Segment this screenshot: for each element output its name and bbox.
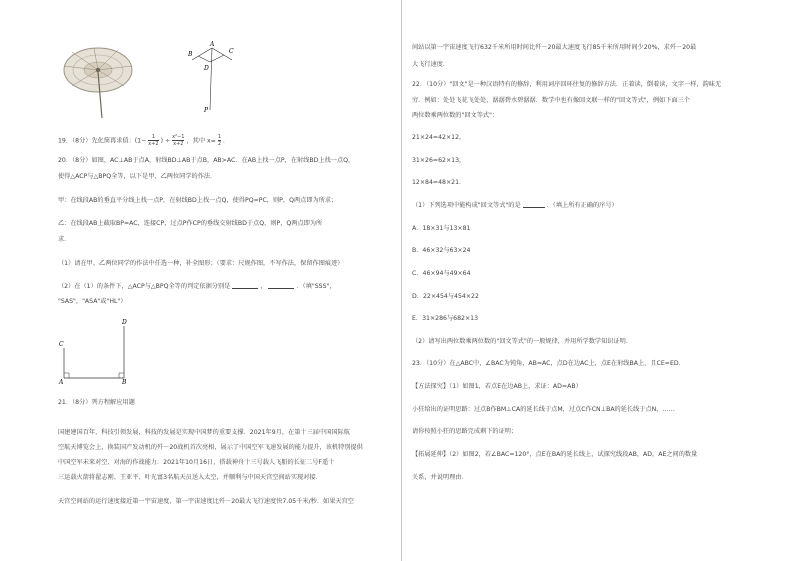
example-equation-3: 12×84=48×21． (412, 179, 466, 186)
geo1-label-a: A (210, 41, 215, 48)
geometry-figure-right-angles (58, 316, 138, 386)
question-22-line1: 22．（10分）"回文"是一种汉语特有的修辞，利用词序回环往复的修辞方法．正着读，倒着读，文字一样，韵味无 (412, 81, 722, 88)
question-20-sub1: （1）请在甲、乙两位同学的作法中任选一种，补全图形；（要求：尺规作图，不写作法，保留作图痕迹） (58, 260, 344, 267)
example-equation-2: 31×26=62×13， (412, 157, 466, 164)
question-22-line2: 穷．例如：处处飞花飞处处，潺潺碧水碧潺潺．数学中也有像回文联一样的"回文等式"，例如下面三个 (412, 97, 690, 104)
question-21-paragraph-line2: 空航天博览会上，换装国产发动机的歼－20战机首次亮相，展示了中国空军飞速发展的能力提升，该机特别提供 (58, 444, 363, 451)
question-23-extension-line1: 【拓展延伸】（2）如图2，若∠BAC=120°，点E在BA的延长线上，试探究线段AB，AD，AE之间的数量 (412, 451, 698, 458)
question-21-paragraph-line5: 天宫空间站的运行速度接近第一宇宙速度，第一宇宙速度比歼－20最大飞行速度快7.05千米/秒．如果天宫空 (58, 498, 354, 505)
question-20-line2: 使得△ACP与△BPQ全等，以下是甲、乙两位同学的作法． (58, 173, 217, 180)
question-23-method: 【方法探究】（1）如图1，若点E在边AB上，求证：AD=AB） (412, 383, 582, 390)
question-23-hint: 小狂给出的证明思路：过点B作BM⊥CA的延长线于点M，过点C作CN⊥BA的延长线于点N，…… (412, 406, 675, 413)
question-19: 19．（8分）先化简再求值：(1− $\frac{1}{x+2}$ ) ÷ $\frac{\text{x²−1}}{x+2}$ ，其中 x= $\frac{1}{2}$ ． (58, 134, 230, 147)
option-c: C．46×94与49×64 (412, 270, 471, 277)
question-23-instruction: 请你按照小狂的思路完成剩下的证明； (412, 428, 518, 435)
question-21-title: 21．（8分）列方程解应用题 (58, 399, 135, 406)
question-21-paragraph-line4: 三运载火箭将翟志刚、王亚平、叶光富3名航天员送入太空，并顺利与中国天宫空间站实现对接． (58, 474, 322, 481)
option-e: E．31×286与682×13 (412, 315, 479, 322)
question-20-method-yi-line2: 求． (58, 236, 71, 243)
question-21-paragraph-line1: 国建建国百年，科技引领发展，科技的发展是实现中国梦的重要支撑．2021年9月，在第十三届中国国际航 (58, 429, 350, 436)
answer-blank (268, 282, 294, 289)
geo1-label-d: D (204, 65, 209, 72)
option-a: A．18×31与13×81 (412, 225, 471, 232)
question-20-sub2-options: "SAS"，"ASA"或"HL"） (58, 298, 127, 305)
question-21-continued-line2: 大飞行速度． (412, 61, 450, 68)
geometry-figure-umbrella (188, 40, 248, 114)
question-22-line3: 两位数乘两位数的"回文等式"： (412, 112, 499, 119)
question-21-paragraph-line3: 中国空军未来对空、对海的作战能力．2021年10月16日，搭载神舟十三号载人飞船的长征二号F遥十 (58, 459, 335, 466)
geo1-label-p: P (204, 107, 209, 114)
geo1-label-b: B (188, 51, 193, 58)
example-equation-1: 21×24=42×12， (412, 134, 466, 141)
option-b: B．46×32与63×24 (412, 247, 471, 254)
geo2-label-b: B (122, 379, 127, 386)
answer-blank (523, 201, 545, 208)
question-21-continued-line1: 间站以第一宇宙速度飞行632千米所用时间比歼－20最大速度飞行85千米所用时间少20%，求歼－20最 (412, 44, 697, 51)
left-column (58, 0, 398, 561)
column-divider (401, 0, 402, 561)
geo2-label-a: A (59, 379, 64, 386)
question-23-extension-line2: 关系，并说明理由． (412, 474, 468, 481)
geo2-label-c: C (59, 341, 64, 348)
right-column (412, 0, 772, 561)
geo1-label-c: C (229, 48, 234, 55)
question-20-method-jia: 甲：在线段AB的垂直平分线上找一点P，在射线BD上找一点Q，使得PQ=PC，则P，Q两点即为所求； (58, 197, 338, 204)
umbrella-photo (58, 36, 138, 120)
option-d: D．22×454与454×22 (412, 293, 479, 300)
question-20-sub2: （2）在（1）的条件下，△ACP与△BPQ全等的判定依据分别是 ， ．（填"SSS"， (58, 283, 336, 290)
question-20-line1: 20．（8分）如图，AC⊥AB于点A，射线BD⊥AB于点B，AB>AC．在AB上找一点P，在射线BD上找一点Q， (58, 157, 355, 164)
question-20-method-yi-line1: 乙：在线段AB上截取BP=AC，连接CP，过点P作CP的垂线交射线BD于点Q，则P，Q两点即为所 (58, 220, 323, 227)
answer-blank (232, 282, 258, 289)
geo2-label-d: D (122, 319, 127, 326)
question-22-sub2: （2）请写出两位数乘两位数的"回文等式"的一般规律，并用所学数学知识证明． (412, 338, 633, 345)
question-22-sub1: （1）下列选项中能构成"回文等式"的是 ．（填上所有正确的序号） (412, 202, 618, 209)
question-23-line1: 23．（10分）在△ABC中，∠BAC为钝角，AB=AC，点D在边AC上，点E在射线BA上，且CE=ED． (412, 360, 685, 367)
